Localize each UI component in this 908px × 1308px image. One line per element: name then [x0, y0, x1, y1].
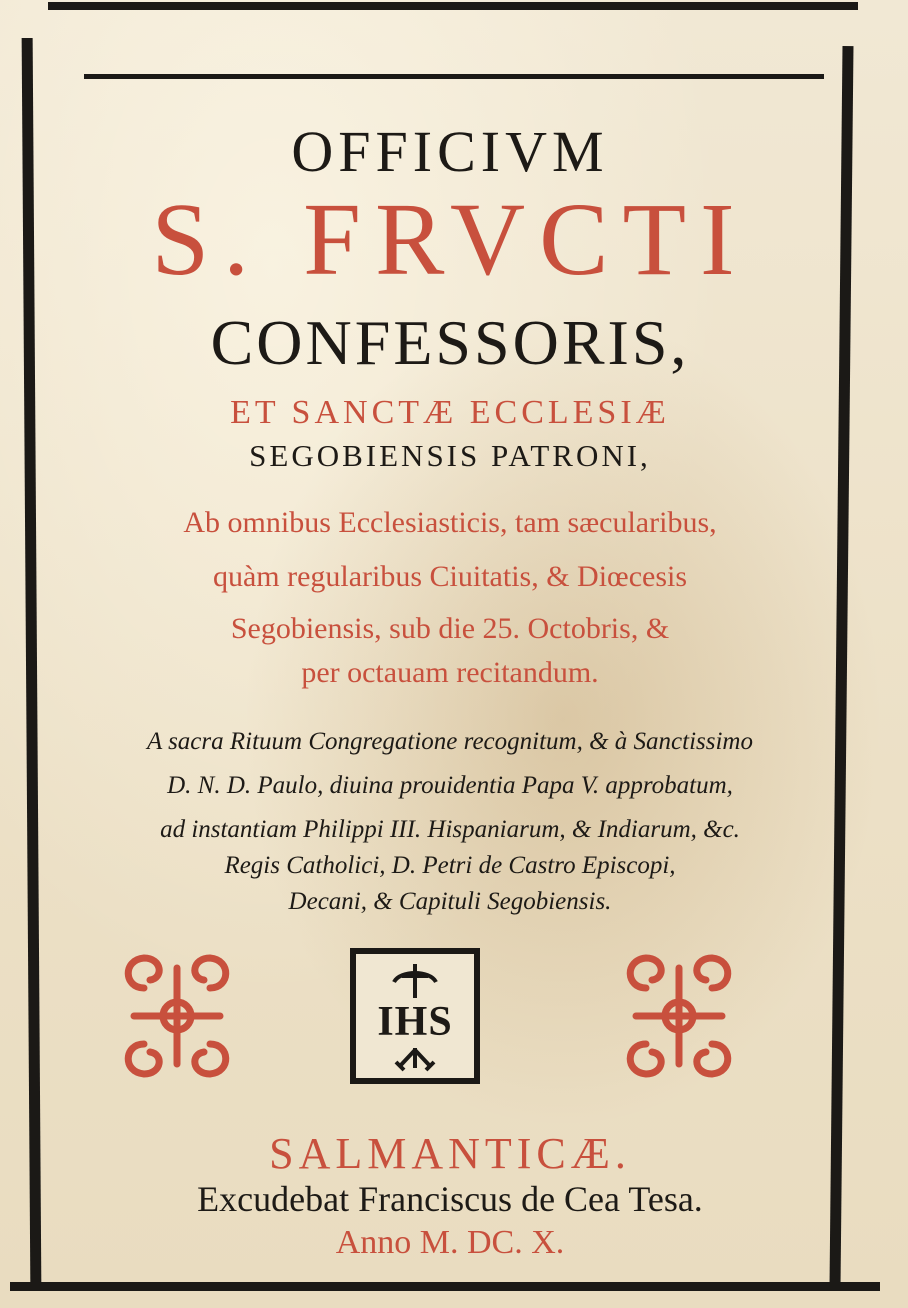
left-fleuron-ornament-icon [114, 948, 240, 1084]
title-ecclesiae: ET SANCTÆ ECCLESIÆ [230, 394, 670, 431]
subtitle-line-3: Segobiensis, sub die 25. Octobris, & [230, 612, 670, 645]
ihs-monogram: IHS [377, 999, 453, 1045]
approval-line-1: A sacra Rituum Congregatione recognitum, & à Sanctissimo [147, 728, 753, 755]
border-top-rule [48, 2, 858, 10]
border-bottom-rule [10, 1282, 880, 1291]
subtitle-line-2: quàm regularibus Ciuitatis, & Diœcesis [212, 560, 688, 593]
imprint-year: Anno M. DC. X. [335, 1224, 565, 1261]
imprint-printer: Excudebat Franciscus de Cea Tesa. [197, 1179, 703, 1219]
title-patroni: SEGOBIENSIS PATRONI, [249, 438, 651, 473]
approval-line-3: ad instantiam Philippi III. Hispaniarum, & Indiarum, &c. [160, 816, 740, 843]
subtitle-line-4: per octauam recitandum. [301, 656, 599, 689]
approval-line-5: Decani, & Capituli Segobiensis. [288, 888, 612, 915]
right-fleuron-ornament-icon [616, 948, 742, 1084]
imprint-place: SALMANTICÆ. [269, 1129, 631, 1178]
border-left-rule [22, 38, 42, 1288]
ihs-emblem [350, 948, 480, 1084]
approval-line-2: D. N. D. Paulo, diuina prouidentia Papa V. approbatum, [167, 772, 733, 799]
approval-line-4: Regis Catholici, D. Petri de Castro Episcopi, [224, 852, 676, 879]
border-inner-top-rule [84, 74, 824, 79]
subtitle-line-1: Ab omnibus Ecclesiasticis, tam sæcularibus, [183, 506, 717, 539]
title-officium: OFFICIVM [291, 119, 609, 184]
title-saint-name: S. FRVCTI [151, 182, 749, 297]
title-confessoris: CONFESSORIS, [210, 307, 690, 378]
